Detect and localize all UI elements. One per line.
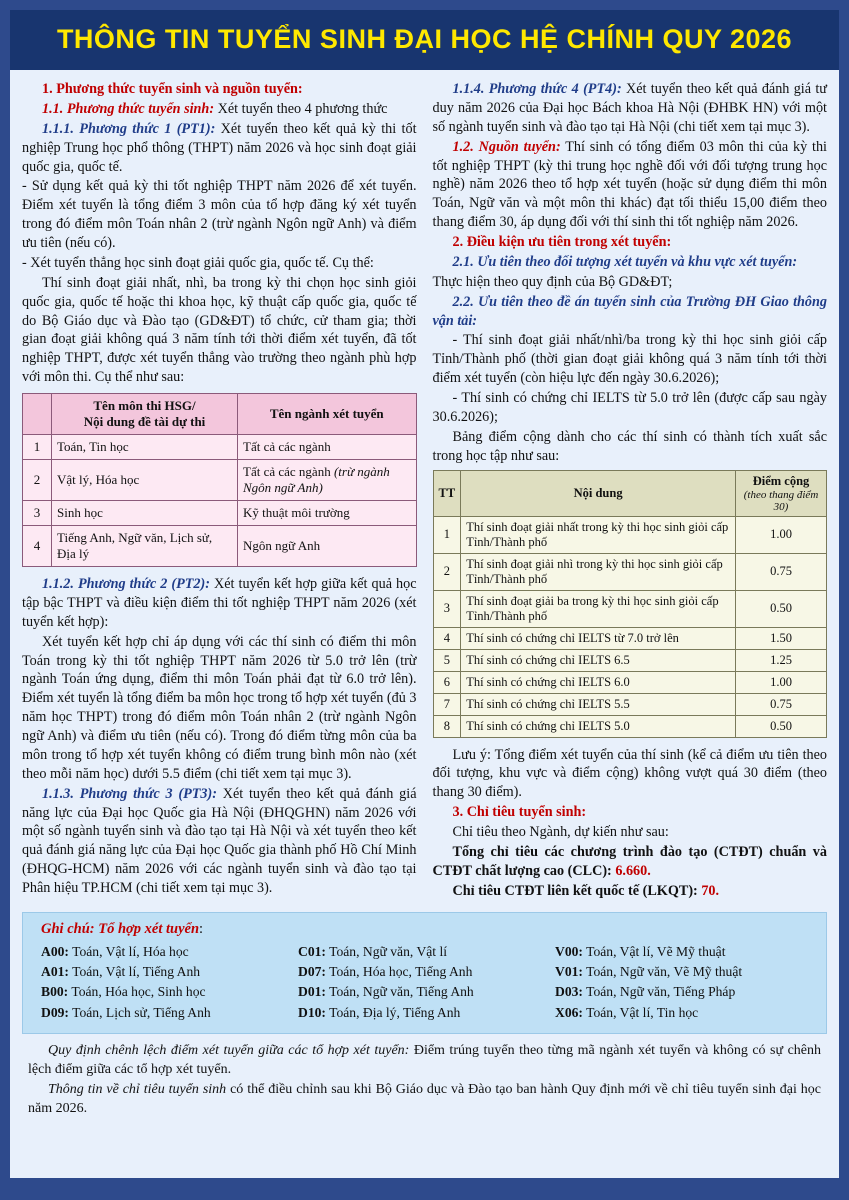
section-1-2	[433, 138, 828, 232]
th-index	[23, 394, 52, 435]
cell-index: 2	[23, 460, 52, 501]
th-subject: Tên môn thi HSG/ Nội dung đề tài dự thi	[52, 394, 238, 435]
list-item: B00: Toán, Hóa học, Sinh học	[41, 984, 206, 1000]
pt1-paragraph-3: - Xét tuyển thẳng học sinh đoạt giải quốc gia, quốc tế. Cụ thể:	[22, 254, 374, 271]
section-1-1-text: Xét tuyển theo 4 phương thức	[214, 100, 388, 117]
pt2-text: Xét tuyển kết hợp giữa kết quả học tập bậc THPT và điều kiện điểm thi tốt nghiệp THPT năm 2026 (xét tuyển kết hợp):	[22, 576, 417, 630]
cell-major: Tất cả các ngành (trừ ngành Ngôn ngữ Anh)	[238, 460, 417, 501]
cell-content: Thí sinh có chứng chỉ IELTS 6.0	[461, 671, 736, 693]
section-3-lkqt-quota: Chỉ tiêu CTĐT liên kết quốc tế (LKQT): 70.	[452, 882, 720, 899]
pt1-heading	[22, 120, 417, 177]
list-item: A01: Toán, Vật lí, Tiếng Anh	[41, 963, 201, 979]
cell-index: 5	[433, 649, 461, 671]
table-row	[23, 460, 417, 501]
list-item: D10: Toán, Địa lý, Tiếng Anh	[298, 1004, 461, 1020]
cell-points: 0.75	[736, 553, 827, 590]
cell-points: 1.00	[736, 671, 827, 693]
two-column-layout	[22, 80, 827, 902]
list-item: X06: Toán, Vật lí, Tin học	[555, 1004, 699, 1020]
combination-column-2	[298, 942, 555, 1024]
cell-index: 8	[433, 715, 461, 737]
cell-subject: Sinh học	[52, 501, 238, 526]
table-row	[433, 715, 827, 737]
pt1-paragraph-4: Thí sinh đoạt giải nhất, nhì, ba trong kỳ thi chọn học sinh giỏi quốc gia, quốc tế hoặc thi khoa học, kỹ thuật cấp quốc gia, quốc tế do Bộ Giáo dục và Đào tạo (GD&ĐT) tổ chức, cử tham gia; thời gian đoạt giải không quá 3 năm tính tới thời điểm xét tuyển, đã tốt nghiệp THPT, được xét tuyển thẳng vào trường theo ngành phù hợp với môn thi. Cụ thể như sau:	[22, 274, 417, 386]
footer-notes	[22, 1042, 827, 1118]
th-content: Nội dung	[461, 470, 736, 516]
cell-content: Thí sinh có chứng chỉ IELTS 5.5	[461, 693, 736, 715]
pt1-paragraph-2: - Sử dụng kết quả kỳ thi tốt nghiệp THPT năm 2026 để xét tuyển. Điểm xét tuyển là tổng điểm 3 môn của tổ hợp đăng ký xét tuyển trong đó điểm môn Toán nhân 2 (trừ ngành Ngôn ngữ Anh) và điểm ưu tiên (nếu có).	[22, 178, 417, 251]
cell-points: 0.50	[736, 715, 827, 737]
table-row	[433, 693, 827, 715]
th-major: Tên ngành xét tuyển	[238, 394, 417, 435]
pt2-label: 1.1.2. Phương thức 2 (PT2):	[42, 576, 210, 592]
table-row	[433, 649, 827, 671]
cell-index: 3	[433, 590, 461, 627]
table-header-row	[433, 470, 827, 516]
list-item: C01: Toán, Ngữ văn, Vật lí	[298, 943, 448, 959]
table-row	[23, 526, 417, 567]
right-column	[433, 80, 828, 902]
cell-subject: Tiếng Anh, Ngữ văn, Lịch sử, Địa lý	[52, 526, 238, 567]
th-tt: TT	[433, 470, 461, 516]
cell-points: 0.50	[736, 590, 827, 627]
list-item: A00: Toán, Vật lí, Hóa học	[41, 943, 189, 959]
table-row	[23, 435, 417, 460]
section-1-heading: 1. Phương thức tuyển sinh và nguồn tuyển:	[42, 81, 303, 97]
section-2-2-bullet-2: - Thí sinh có chứng chỉ IELTS từ 5.0 trở lên (được cấp sau ngày 30.6.2026);	[432, 390, 827, 425]
section-2-heading: 2. Điều kiện ưu tiên trong xét tuyển:	[452, 234, 672, 250]
notes-label: Ghi chú:	[41, 920, 95, 937]
cell-index: 4	[23, 526, 52, 567]
cell-content: Thí sinh đoạt giải nhì trong kỳ thi học sinh giỏi cấp Tỉnh/Thành phố	[461, 553, 736, 590]
section-3-total-quota: Tổng chỉ tiêu các chương trình đào tạo (CTĐT) chuẩn và CTĐT chất lượng cao (CLC): 6.660.	[432, 843, 827, 879]
list-item: D03: Toán, Ngữ văn, Tiếng Pháp	[555, 984, 736, 1000]
table-header-row	[23, 394, 417, 435]
footer-note-1: Quy định chênh lệch điểm xét tuyển giữa các tổ hợp xét tuyển: Điểm trúng tuyển theo từng mã ngành xét tuyển và không có sự chênh lệch điểm giữa các tổ hợp xét tuyển.	[28, 1043, 821, 1077]
table-row	[433, 627, 827, 649]
pt2-paragraph-2: Xét tuyển kết hợp chỉ áp dụng với các thí sinh có điểm thi môn Toán trong kỳ thi tốt nghiệp THPT năm 2026 từ 5.0 trở lên (trừ ngành Toán ứng dụng, điểm thi môn Toán phải đạt từ 6.0 trở lên). Điểm xét tuyển là tổng điểm ba môn học trong tổ hợp xét tuyển (đủ 3 năm học THPT) trong đó điểm môn Toán nhân 2 (trừ ngành Ngôn ngữ Anh) và điểm ưu tiên (nếu có). Trong đó điểm từng môn của ba môn trong tổ hợp xét tuyển không có điểm trung bình môn nào (xét theo mỗi năm học) dưới 5.5 điểm (chi tiết xem tại mục 3).	[22, 633, 417, 782]
cell-content: Thí sinh đoạt giải ba trong kỳ thi học sinh giỏi cấp Tỉnh/Thành phố	[461, 590, 736, 627]
section-1-2-text: Thí sinh có tổng điểm 03 môn thi của kỳ thi tốt nghiệp THPT (kỳ thi trung học nghề đối với đối tượng trung học nghề) năm 2026 theo tổ hợp xét tuyển (hoặc sử dụng điểm thi môn Toán, Ngữ văn và một môn thi khác) đạt tối thiểu 15,00 điểm theo thang điểm 30, áp dụng đối với thí sinh thi tốt nghiệp năm 2026.	[432, 138, 827, 231]
table-row	[433, 590, 827, 627]
cell-subject: Toán, Tin học	[52, 435, 238, 460]
cell-major: Ngôn ngữ Anh	[238, 526, 417, 567]
cell-points: 0.75	[736, 693, 827, 715]
table-row	[433, 671, 827, 693]
list-item: D07: Toán, Hóa học, Tiếng Anh	[298, 963, 473, 979]
cell-index: 6	[433, 671, 461, 693]
list-item: V00: Toán, Vật lí, Vẽ Mỹ thuật	[555, 943, 726, 959]
section-2-1-label: 2.1. Ưu tiên theo đối tượng xét tuyển và khu vực xét tuyển:	[452, 253, 798, 270]
cell-content: Thí sinh đoạt giải nhất trong kỳ thi học sinh giỏi cấp Tỉnh/Thành phố	[461, 516, 736, 553]
cell-index: 4	[433, 627, 461, 649]
section-1-1-label: 1.1. Phương thức tuyển sinh:	[42, 100, 215, 117]
notes-box	[22, 912, 827, 1035]
cell-points: 1.50	[736, 627, 827, 649]
list-item: D01: Toán, Ngữ văn, Tiếng Anh	[298, 984, 474, 1000]
cell-content: Thí sinh có chứng chỉ IELTS từ 7.0 trở lên	[461, 627, 736, 649]
notes-title: Ghi chú: Tổ hợp xét tuyển:	[41, 920, 204, 937]
section-2-1-text: Thực hiện theo quy định của Bộ GD&ĐT;	[432, 273, 673, 290]
table-row	[433, 516, 827, 553]
banner	[10, 10, 839, 70]
cell-index: 2	[433, 553, 461, 590]
note-luu-y: Lưu ý: Tổng điểm xét tuyển của thí sinh (kể cả điểm ưu tiên theo đối tượng, khu vực và điểm cộng) không vượt quá 30 điểm (theo thang 30 điểm).	[432, 746, 827, 801]
section-2-2-label: 2.2. Ưu tiên theo đề án tuyển sinh của Trường ĐH Giao thông vận tải:	[432, 293, 827, 329]
section-1-2-label: 1.2. Nguồn tuyển:	[452, 138, 561, 155]
list-item: D09: Toán, Lịch sử, Tiếng Anh	[41, 1004, 211, 1020]
cell-points: 1.00	[736, 516, 827, 553]
pt4-label: 1.1.4. Phương thức 4 (PT4):	[452, 81, 622, 97]
pt1-label: 1.1.1. Phương thức 1 (PT1):	[42, 120, 216, 137]
cell-subject: Vật lý, Hóa học	[52, 460, 238, 501]
table-row	[23, 501, 417, 526]
content-sheet	[10, 70, 839, 1178]
list-item: V01: Toán, Ngữ văn, Vẽ Mỹ thuật	[555, 963, 743, 979]
combination-column-3	[555, 942, 812, 1024]
section-3-paragraph-1: Chỉ tiêu theo Ngành, dự kiến như sau:	[452, 824, 669, 840]
section-2-2-bullet-1: - Thí sinh đoạt giải nhất/nhì/ba trong kỳ thi học sinh giỏi cấp Tỉnh/Thành phố (thời gian đoạt giải không quá 3 năm tính tới thời điểm xét tuyển (còn hiệu lực đến ngày 30.6.2026);	[432, 332, 827, 387]
page-title: THÔNG TIN TUYỂN SINH ĐẠI HỌC HỆ CHÍNH QUY 2026	[56, 23, 793, 54]
notes-subtitle: Tổ hợp xét tuyển	[98, 920, 200, 937]
cell-content: Thí sinh có chứng chỉ IELTS 6.5	[461, 649, 736, 671]
pt2-heading	[22, 575, 417, 632]
pt3-text: Xét tuyển theo kết quả đánh giá năng lực của Đại học Quốc gia Hà Nội (ĐHQGHN) năm 2026 với một số ngành tuyển sinh và đào tạo tại Hà Nội và xét tuyển theo kết quả đánh giá năng lực của Đại học Quốc gia thành phố Hồ Chí Minh (ĐHQG-HCM) năm 2026 với các ngành tuyển sinh và đào tạo tại Phân hiệu TP.HCM (chi tiết xem tại mục 3).	[22, 785, 417, 896]
section-3-heading: 3. Chỉ tiêu tuyển sinh:	[452, 804, 587, 821]
cell-content: Thí sinh có chứng chỉ IELTS 5.0	[461, 715, 736, 737]
cell-points: 1.25	[736, 649, 827, 671]
pt4-text: Xét tuyển theo kết quả đánh giá tư duy năm 2026 của Đại học Bách khoa Hà Nội (ĐHBK HN) với một số ngành tuyển sinh và đào tạo tại Hà Nội (chi tiết xem tại mục 3).	[432, 81, 827, 135]
combination-column-1	[41, 942, 298, 1024]
pt3-heading	[22, 785, 417, 898]
left-column	[22, 80, 417, 902]
hsg-major-table	[22, 393, 417, 567]
cell-major: Tất cả các ngành	[238, 435, 417, 460]
table-row	[433, 553, 827, 590]
cell-index: 3	[23, 501, 52, 526]
cell-index: 1	[433, 516, 461, 553]
section-1-1	[22, 100, 417, 119]
section-2-2-bullet-3: Bảng điểm cộng dành cho các thí sinh có thành tích xuất sắc trong học tập như sau:	[432, 428, 827, 464]
cell-index: 7	[433, 693, 461, 715]
pt3-label: 1.1.3. Phương thức 3 (PT3):	[42, 785, 217, 802]
footer-note-2: Thông tin về chỉ tiêu tuyển sinh có thể điều chỉnh sau khi Bộ Giáo dục và Đào tạo ban hành Quy định mới về chỉ tiêu tuyển sinh đại học năm 2026.	[28, 1082, 821, 1116]
th-points: Điểm cộng (theo thang điểm 30)	[736, 470, 827, 516]
cell-major: Kỹ thuật môi trường	[238, 501, 417, 526]
cell-index: 1	[23, 435, 52, 460]
pt1-text: Xét tuyển theo kết quả kỳ thi tốt nghiệp Trung học phổ thông (THPT) năm 2026 và học sinh đoạt giải quốc gia, quốc tế.	[22, 120, 417, 175]
pt4-heading	[433, 80, 828, 137]
bonus-points-table	[433, 470, 828, 738]
combination-grid	[41, 942, 812, 1024]
